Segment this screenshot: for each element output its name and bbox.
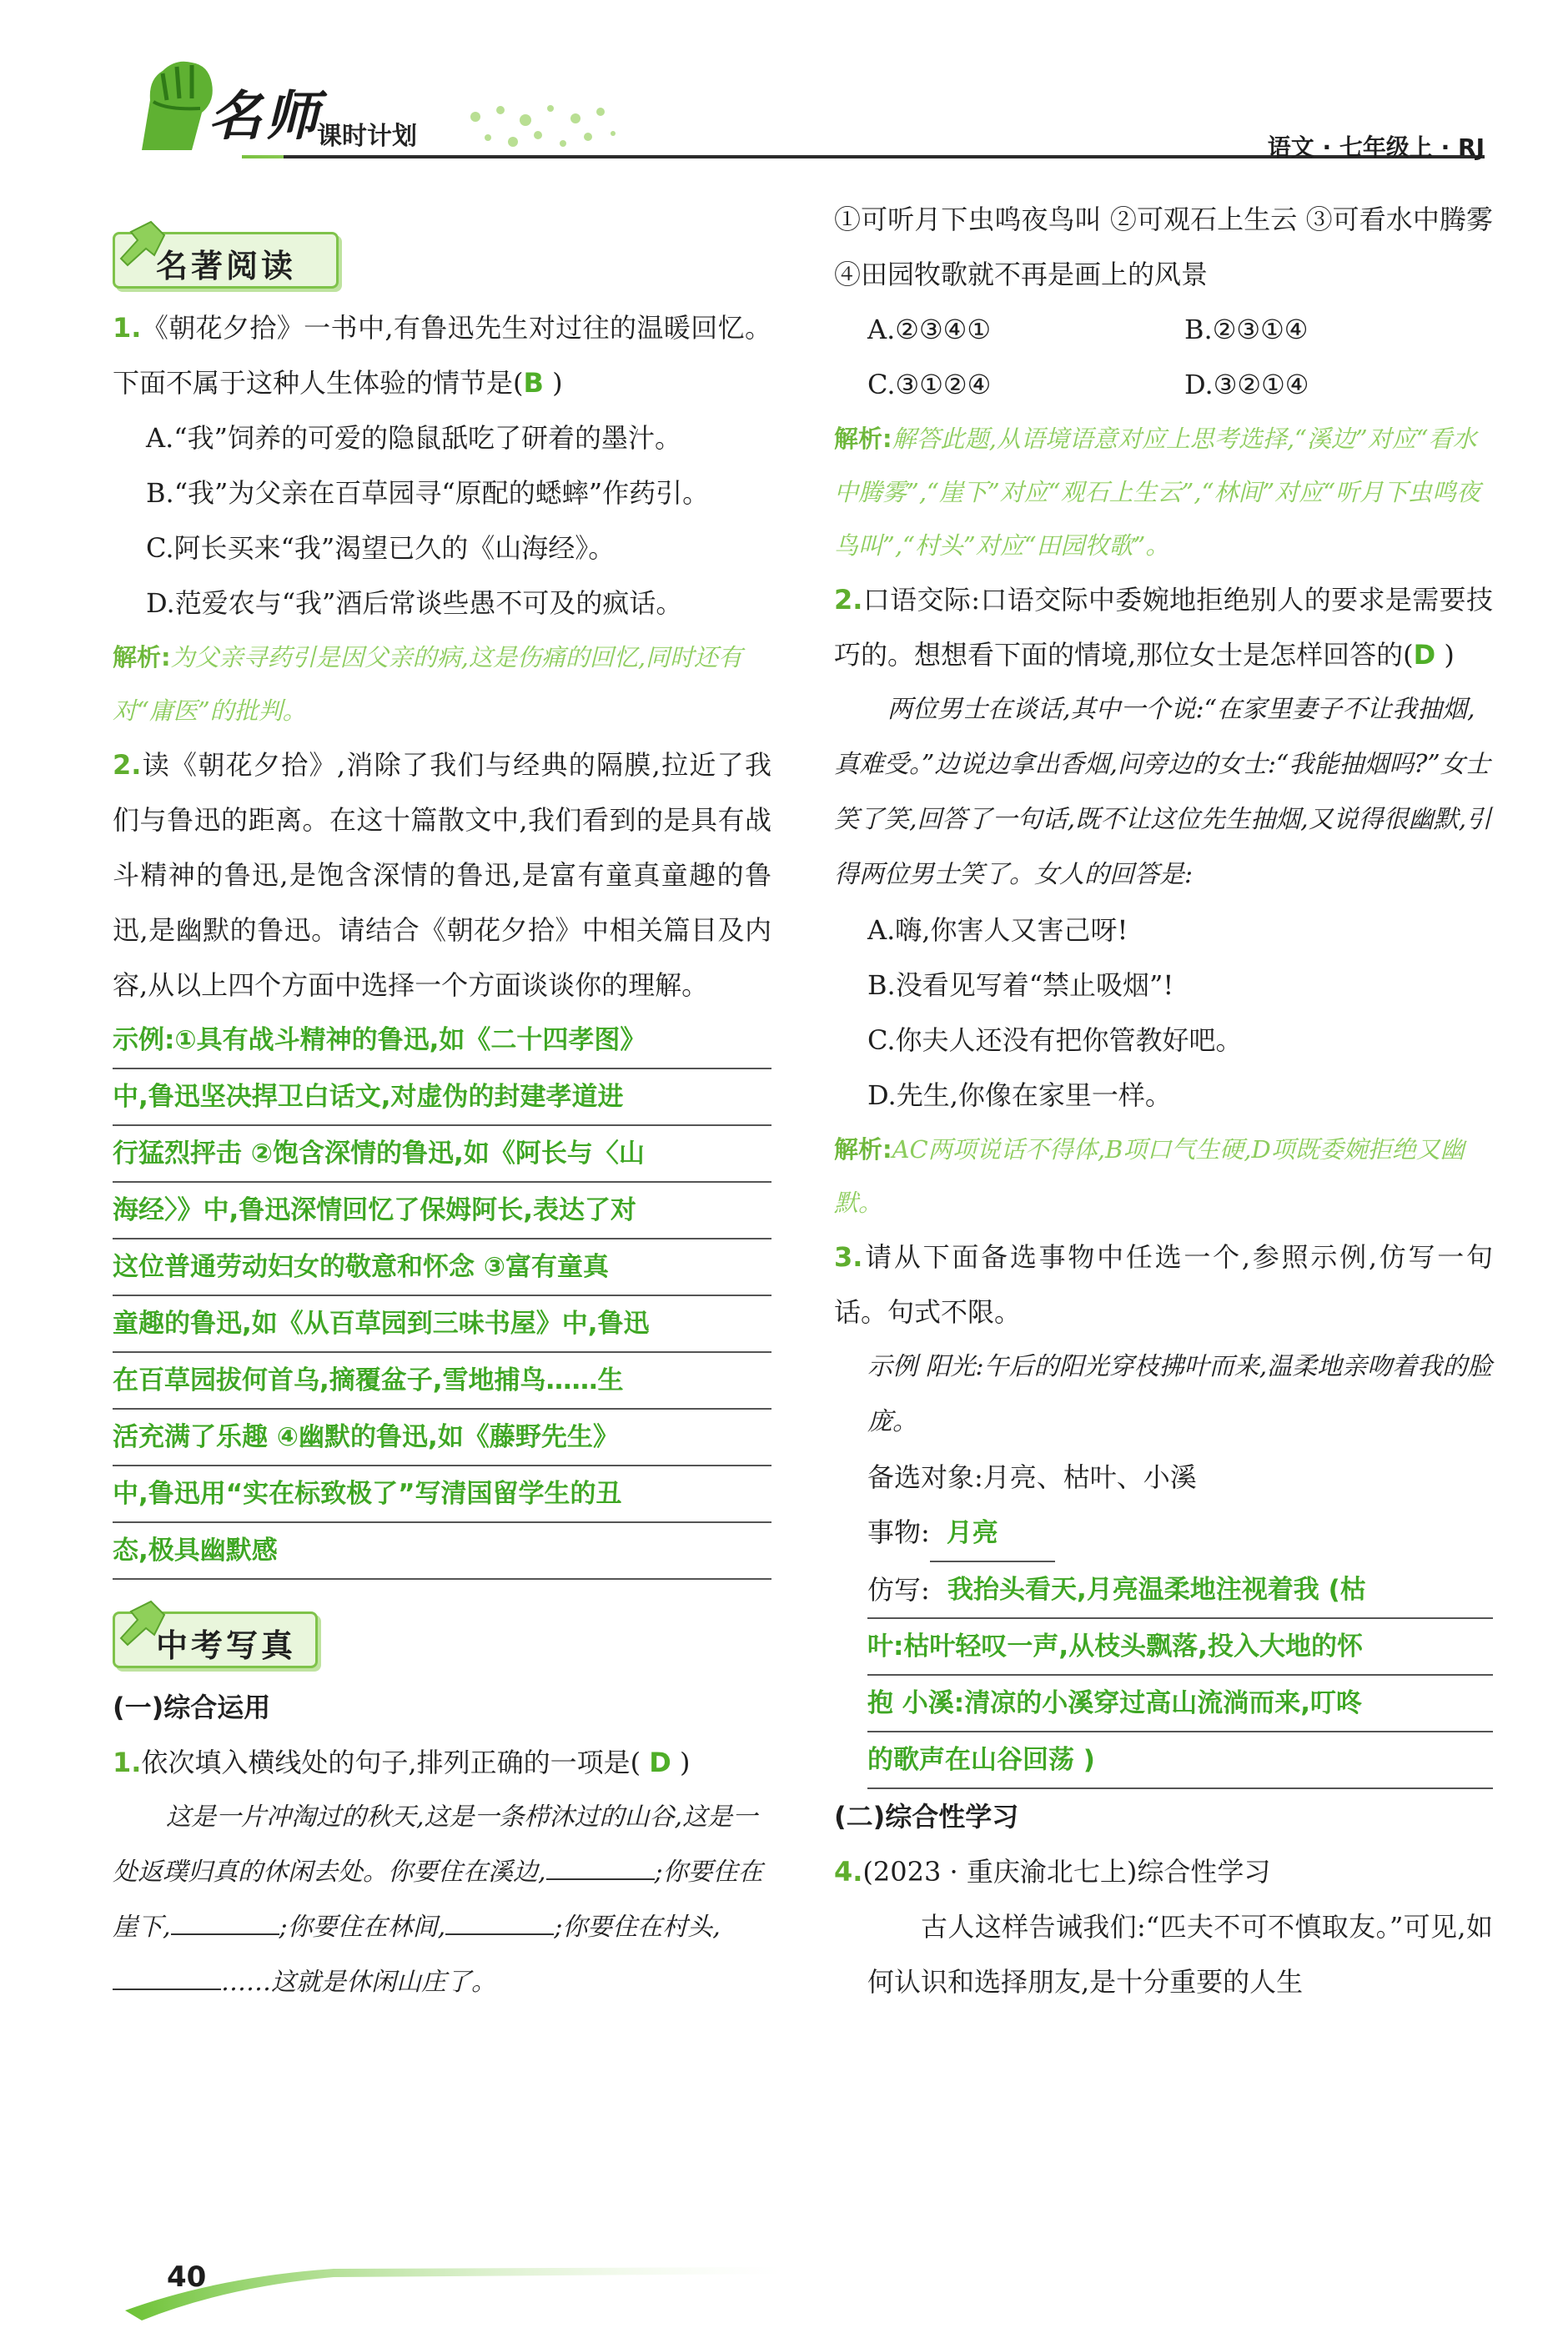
brand-name: 名师 [209, 85, 322, 148]
blank-line [171, 1908, 279, 1935]
question-exam-4 [834, 1844, 1493, 1899]
question-exam-3 [834, 1229, 1493, 1340]
question-exam-1 [113, 1735, 771, 1790]
answer-line: 童趣的鲁迅,如《从百草园到三味书屋》中,鲁迅 [113, 1296, 771, 1353]
analysis-label: 解析: [834, 1135, 892, 1164]
answer-line: 我抬头看天,月亮温柔地注视着我 (枯 [867, 1562, 1493, 1619]
section-badge-reading [113, 217, 771, 292]
left-column [113, 200, 771, 2010]
answer-line: 行猛烈抨击 ②饱含深情的鲁迅,如《阿长与〈山 [113, 1126, 771, 1183]
question-2 [113, 737, 771, 1013]
answer-line: 海经〉》中,鲁迅深情回忆了保姆阿长,表达了对 [113, 1183, 771, 1239]
passage-part: 这是一片冲淘过的秋天,这是一条栉沐过的山谷,这是一处返璞归真的休闲去处。你要住在溪边, [113, 1803, 758, 1887]
page-footer [117, 2244, 784, 2327]
stem-end: ) [680, 1747, 691, 1778]
passage-part: ;你要住在崖下, [113, 1858, 763, 1942]
imitate-answer [867, 1562, 1493, 1789]
choice-list: 备选对象:月亮、枯叶、小溪 [867, 1461, 1197, 1493]
option-a: A.“我”饲养的可爱的隐鼠舐吃了研着的墨汁。 [146, 422, 682, 454]
question-stem: 依次填入横线处的句子,排列正确的一项是( [141, 1747, 641, 1778]
thing-label: 事物: [867, 1516, 930, 1548]
option-c: C.阿长买来“我”渴望已久的《山海经》。 [146, 532, 616, 564]
options-grid [834, 302, 1493, 412]
option-a: A.嗨,你害人又害己呀! [867, 914, 1128, 946]
question-number: 2. [113, 749, 142, 781]
question-stem: (2023 · 重庆渝北七上)综合性学习 [862, 1856, 1271, 1888]
option-d: D.范爱农与“我”酒后常谈些愚不可及的疯话。 [146, 587, 683, 619]
option-b: B.没看见写着“禁止吸烟”! [867, 969, 1174, 1001]
answer-line: 在百草园拔何首乌,摘覆盆子,雪地捕鸟……生 [113, 1353, 771, 1410]
answer-line: 态,极具幽默感 [113, 1523, 771, 1580]
sample-answer [113, 1013, 771, 1580]
question-number: 4. [834, 1856, 863, 1888]
question-1 [113, 300, 771, 410]
question-exam-2 [834, 572, 1493, 682]
option-c: C.③①②④ [867, 369, 992, 400]
option-c: C.你夫人还没有把你管教好吧。 [867, 1024, 1243, 1056]
answer-line: 示例:①具有战斗精神的鲁迅,如《二十四孝图》 [113, 1013, 771, 1069]
section-title: 中考写真 [156, 1627, 297, 1664]
answer-line: 活充满了乐趣 ④幽默的鲁迅,如《藤野先生》 [113, 1410, 771, 1466]
passage-part: ;你要住在林间, [279, 1913, 446, 1942]
question-stem: 《朝花夕拾》一书中,有鲁迅先生对过往的温暖回忆。下面不属于这种人生体验的情节是( [113, 312, 771, 399]
page-header [108, 50, 1485, 175]
question-stem: 口语交际:口语交际中委婉地拒绝别人的要求是需要技巧的。想想看下面的情境,那位女士是怎样回答的( [834, 584, 1493, 671]
book-info: 语文 · 七年级上 · RJ [1267, 133, 1485, 161]
answer-line: 的歌声在山谷回荡 ) [867, 1732, 1493, 1789]
answer-choice: B [523, 367, 544, 399]
stem-end: ) [552, 367, 563, 399]
section-title: 名著阅读 [156, 248, 297, 284]
analysis-label: 解析: [834, 425, 892, 453]
option-d: D.先生,你像在家里一样。 [867, 1079, 1172, 1111]
option-a: A.②③④① [867, 314, 992, 345]
right-column [834, 192, 1493, 2009]
passage-part: ;你要住在村头, [554, 1913, 721, 1942]
option-d: D.③②①④ [1184, 369, 1309, 400]
analysis-text: AC两项说话不得体,B项口气生硬,D项既委婉拒绝又幽默。 [834, 1135, 1465, 1217]
answer-line: 中,鲁迅坚决捍卫白话文,对虚伪的封建孝道进 [113, 1069, 771, 1126]
subsection-heading: (一)综合运用 [113, 1692, 271, 1723]
blank-line [445, 1908, 554, 1935]
option-b: B.“我”为父亲在百草园寻“原配的蟋蟀”作药引。 [146, 477, 710, 509]
subsection-heading: (二)综合性学习 [834, 1801, 1019, 1833]
dialogue-passage: 两位男士在谈话,其中一个说:“在家里妻子不让我抽烟,真难受。”边说边拿出香烟,问旁边的女士:“我能抽烟吗?”女士笑了笑,回答了一句话,既不让这位先生抽烟,又说得很幽默,引得两位男士笑了。女人的回答是: [834, 695, 1492, 889]
blank-line [113, 1963, 221, 1990]
analysis [113, 631, 771, 737]
imitate-block [834, 1562, 1493, 1789]
stem-end: ) [1444, 639, 1455, 671]
answer-line: 中,鲁迅用“实在标致极了”写清国留学生的丑 [113, 1466, 771, 1523]
section-badge-exam [113, 1596, 771, 1672]
brand-subtitle: 课时计划 [317, 122, 417, 151]
swoosh-decoration-icon [117, 2244, 784, 2327]
answer-line: 这位普通劳动妇女的敬意和怀念 ③富有童真 [113, 1239, 771, 1296]
blank-line [546, 1853, 655, 1880]
answer-choice: D [1413, 639, 1436, 671]
analysis-text: 为父亲寻药引是因父亲的病,这是伤痛的回忆,同时还有对“庸医”的批判。 [113, 643, 743, 725]
passage [113, 1790, 771, 2010]
answer-choice: D [649, 1747, 671, 1778]
example-sentence: 示例 阳光:午后的阳光穿枝拂叶而来,温柔地亲吻着我的脸庞。 [867, 1352, 1493, 1436]
option-b: B.②③①④ [1184, 314, 1309, 345]
thing-row [834, 1505, 1493, 1562]
imitate-label: 仿写: [867, 1574, 930, 1606]
page-number: 40 [167, 2260, 207, 2294]
question-number: 2. [834, 584, 863, 616]
sentence-items: ①可听月下虫鸣夜鸟叫 ②可观石上生云 ③可看水中腾雾 ④田园牧歌就不再是画上的风景 [834, 204, 1493, 290]
analysis [834, 1123, 1493, 1229]
analysis-text: 解答此题,从语境语意对应上思考选择,“溪边”对应“看水中腾雾”,“崖下”对应“观石上生云”,“林间”对应“听月下虫鸣夜鸟叫”,“村头”对应“田园牧歌”。 [834, 425, 1481, 560]
question-number: 3. [834, 1241, 863, 1273]
question-stem: 读《朝花夕拾》,消除了我们与经典的隔膜,拉近了我们与鲁迅的距离。在这十篇散文中,我们看到的是具有战斗精神的鲁迅,是饱含深情的鲁迅,是富有童真童趣的鲁迅,是幽默的鲁迅。请结合《朝花夕拾》中相关篇目及内容,从以上四个方面中选择一个方面谈谈你的理解。 [113, 749, 771, 1001]
answer-line: 叶:枯叶轻叹一声,从枝头飘落,投入大地的怀 [867, 1619, 1493, 1676]
thing-answer: 月亮 [930, 1506, 1055, 1562]
analysis-label: 解析: [113, 643, 171, 671]
question-number: 1. [113, 1747, 142, 1778]
analysis [834, 412, 1493, 572]
question-stem: 请从下面备选事物中任选一个,参照示例,仿写一句话。句式不限。 [834, 1241, 1493, 1328]
question-number: 1. [113, 312, 142, 344]
answer-line: 抱 小溪:清凉的小溪穿过高山流淌而来,叮咚 [867, 1676, 1493, 1732]
passage-part: ……这就是休闲山庄了。 [221, 1968, 496, 1997]
quote-passage: 古人这样告诫我们:“匹夫不可不慎取友。”可见,如何认识和选择朋友,是十分重要的人生 [867, 1911, 1493, 1998]
